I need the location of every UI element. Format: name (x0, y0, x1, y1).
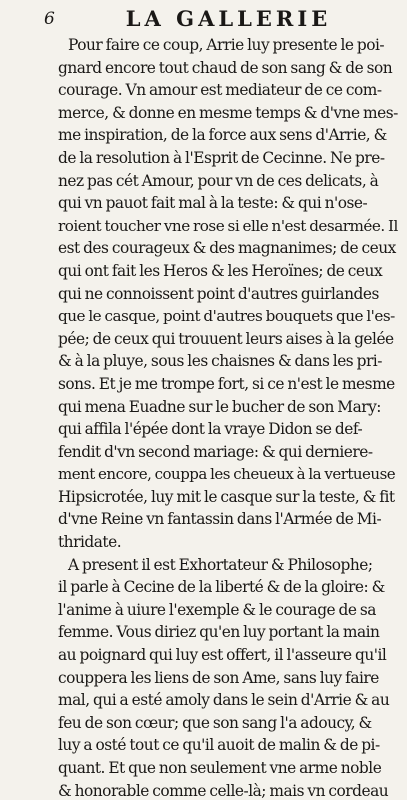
text-line: qui ont fait les Heros & les Heroïnes; de ceux (58, 261, 383, 280)
text-line: luy a osté tout ce qu'il auoit de malin & de pi- (58, 736, 380, 755)
paragraph (58, 34, 399, 554)
text-line: A present il est Exhortateur & Philosophe; (68, 555, 373, 574)
text-line: Pour faire ce coup, Arrie luy presente le poi- (68, 36, 385, 54)
text-line: pée; de ceux qui trouuent leurs aises à la gelée (58, 329, 394, 348)
text-line: qui affila l'épée dont la vraye Didon se def- (58, 420, 363, 439)
text-line: sons. Et je me trompe fort, si ce n'est le mesme (58, 374, 395, 393)
text-line: qui ne connoissent point d'autres guirlandes (58, 284, 379, 303)
text-line: gnard encore tout chaud de son sang & de son (58, 58, 393, 77)
text-line: au poignard qui luy est offert, il l'asseure qu'il (58, 646, 387, 665)
text-line: & à la pluye, sous les chaisnes & dans les pri- (58, 352, 382, 371)
page-header (44, 6, 399, 32)
body-text (58, 34, 399, 800)
text-line: roient toucher vne rose si elle n'est desarmée. Il (58, 216, 398, 235)
text-line: d'vne Reine vn fantassin dans l'Armée de Mi- (58, 510, 382, 529)
text-line: qui mena Euadne sur le bucher de son Mary: (58, 397, 381, 416)
text-line: mal, qui a esté amoly dans le sein d'Arrie & au (58, 691, 390, 710)
text-line: quant. Et que non seulement vne arme noble (58, 759, 382, 777)
text-line: courage. Vn amour est mediateur de ce com- (58, 81, 382, 100)
text-line: que le casque, point d'autres bouquets que l'es- (58, 307, 395, 326)
text-line: fendit d'vn second mariage: & qui derniere- (58, 442, 373, 461)
text-line: ment encore, couppa les cheueux à la vertueuse (58, 465, 396, 484)
text-line: feu de son cœur; que son sang l'a adoucy, & (58, 713, 372, 732)
text-line: me inspiration, de la force aux sens d'Arrie, & (58, 126, 387, 145)
text-line: qui vn pauot fait mal à la teste: & qui n'ose- (58, 194, 368, 213)
text-line: merce, & donne en mesme temps & d'vne mes- (58, 103, 398, 122)
text-line: couppera les liens de son Ame, sans luy faire (58, 668, 379, 687)
text-line: femme. Vous diriez qu'en luy portant la main (58, 623, 380, 642)
text-line: il parle à Cecine de la liberté & de la gloire: & (58, 578, 385, 597)
text-line: Hipsicrotée, luy mit le casque sur la teste, & fit (58, 487, 395, 506)
text-line: thridate. (58, 533, 122, 552)
page-number: 6 (44, 9, 55, 29)
text-line: est des courageux & des magnanimes; de ceux (58, 239, 396, 258)
running-title: LA GALLERIE (125, 6, 332, 31)
text-line: l'anime à uiure l'exemple & le courage de sa (58, 600, 376, 619)
text-line: de la resolution à l'Esprit de Cecinne. Ne pre- (58, 148, 385, 167)
paragraph (58, 554, 399, 800)
text-line: & honorable comme celle-là; mais vn cordeau (58, 781, 389, 800)
text-line: nez pas cét Amour, pour vn de ces delicats, à (58, 171, 379, 190)
